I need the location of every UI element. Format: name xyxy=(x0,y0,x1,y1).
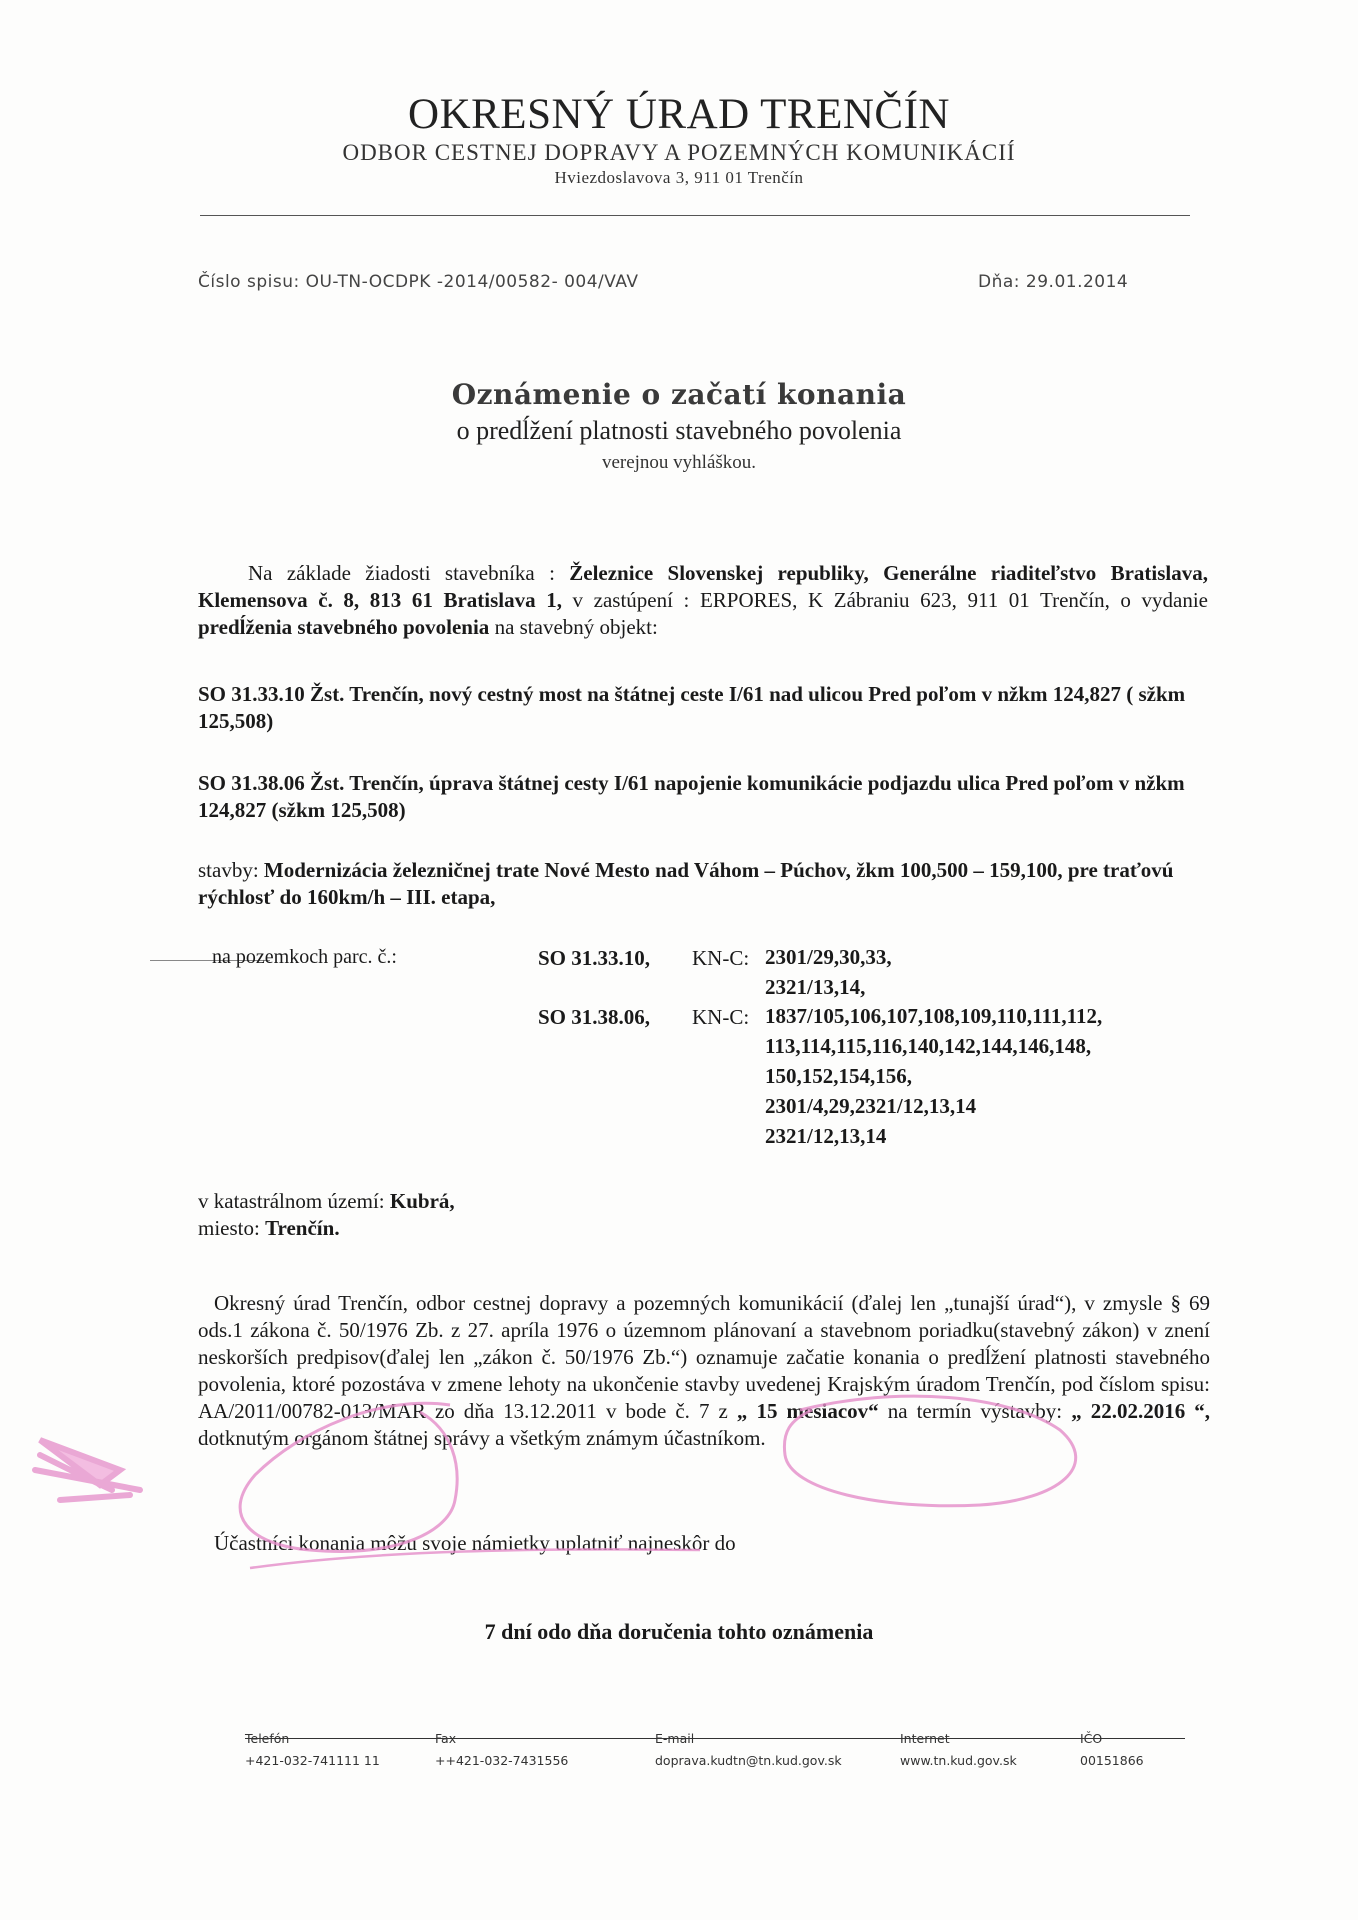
intro-text-2: v zastúpení : ERPORES, K Zábraniu 623, 911 01 Trenčín, o vydanie xyxy=(572,588,1208,612)
footer-internet xyxy=(900,1728,1017,1772)
highlighter-circle-right xyxy=(784,1396,1075,1506)
document-subtitle-note: verejnou vyhláškou. xyxy=(601,452,757,473)
footer-phone xyxy=(245,1728,380,1772)
new-term-date: „ 22.02.2016 “, xyxy=(1071,1399,1211,1423)
internet-address: www.tn.kud.gov.sk xyxy=(900,1753,1017,1768)
intro-text-3: na stavebný objekt: xyxy=(494,615,658,639)
parcel-group-so-label: SO 31.33.10, xyxy=(538,946,651,970)
footer-email xyxy=(655,1728,842,1772)
parcel-group-so-label: SO 31.38.06, xyxy=(538,1005,651,1029)
objection-deadline: 7 dní odo dňa doručenia tohto oznámenia xyxy=(484,1619,874,1644)
organization-name: OKRESNÝ ÚRAD TRENČÍN xyxy=(408,91,950,138)
fax-label: Fax xyxy=(435,1731,457,1746)
office-address: Hviezdoslavova 3, 911 01 Trenčín xyxy=(554,168,804,187)
object-so-31-33-10: SO 31.33.10 Žst. Trenčín, nový cestný most na štátnej ceste I/61 nad ulicou Pred poľom v nžkm 124,827 ( sžkm 125,508) xyxy=(198,682,1186,733)
request-subject: predĺženia stavebného povolenia xyxy=(198,615,490,639)
parcel-line: 113,114,115,116,140,142,144,146,148, xyxy=(765,1034,1092,1058)
applicant-name: Železnice Slovenskej republiky, Generálne riaditeľstvo Bratislava, Klemensova č. 8, 813 61 Bratislava 1, xyxy=(198,561,1209,612)
parcel-line: 2301/29,30,33, xyxy=(765,945,892,969)
parcel-line: 150,152,154,156, xyxy=(765,1064,912,1088)
kn-c-label: KN-C: xyxy=(692,946,750,970)
objections-text: Účastníci konania môžu svoje námietky uplatniť najneskôr do xyxy=(214,1531,736,1555)
main-text-1: Okresný úrad Trenčín, odbor cestnej dopravy a pozemných komunikácií (ďalej len „tunajší úrad“), v zmysle § 69 ods.1 zákona č. 50/1976 Zb. z 27. apríla 1976 o územnom plánovaní a stavebnom poriadku(stavebný zákon) v znení neskorších predpisov(ďalej len „zákon č. 50/1976 Zb.“) oznamuje začatie konania o predĺžení platnosti stavebného povolenia, ktoré pozostáva v zmene lehoty na ukončenie stavby uvedenej Krajským úradom Trenčín, pod číslom spisu: AA/2011/00782-013/MAR zo dňa 13.12.2011 v bode č. 7 z xyxy=(198,1291,1210,1423)
file-number: Číslo spisu: OU-TN-OCDPK -2014/00582- 004/VAV xyxy=(198,272,639,292)
place-label: miesto: xyxy=(198,1216,260,1240)
cadastral-area-value: Kubrá, xyxy=(389,1189,455,1213)
main-text-3: dotknutým orgánom štátnej správy a všetkým známym účastníkom. xyxy=(198,1426,766,1450)
email-address: doprava.kudtn@tn.kud.gov.sk xyxy=(655,1753,842,1768)
parcel-line: 1837/105,106,107,108,109,110,111,112, xyxy=(765,1004,1103,1028)
document-title: Oznámenie o začatí konania xyxy=(451,378,907,411)
original-term: „ 15 mesiacov“ xyxy=(736,1399,879,1423)
construction-name: Modernizácia železničnej trate Nové Mesto nad Váhom – Púchov, žkm 100,500 – 159,100, pre traťovú rýchlosť do 160km/h – III. etapa, xyxy=(198,858,1174,909)
parcels-label: na pozemkoch parc. č.: xyxy=(212,946,397,968)
highlighter-arrow xyxy=(35,1440,140,1500)
phone-number: +421-032-741111 11 xyxy=(245,1753,380,1768)
document-subtitle: o predĺžení platnosti stavebného povolenia xyxy=(456,416,902,445)
ico-label: IČO xyxy=(1080,1731,1103,1746)
main-text-2: na termín výstavby: xyxy=(887,1399,1063,1423)
parcel-line: 2301/4,29,2321/12,13,14 xyxy=(765,1094,977,1118)
phone-label: Telefón xyxy=(245,1731,290,1746)
object-so-31-38-06: SO 31.38.06 Žst. Trenčín, úprava štátnej cesty I/61 napojenie komunikácie podjazdu ulica Pred poľom v nžkm 124,827 (sžkm 125,508) xyxy=(198,771,1185,822)
highlighter-circle-left xyxy=(240,1403,457,1551)
department-name: ODBOR CESTNEJ DOPRAVY A POZEMNÝCH KOMUNIKÁCIÍ xyxy=(342,140,1016,165)
place-value: Trenčín. xyxy=(265,1216,340,1240)
document-date: Dňa: 29.01.2014 xyxy=(978,272,1129,292)
kn-c-label: KN-C: xyxy=(692,1005,750,1029)
footer-ico xyxy=(1080,1728,1144,1772)
intro-text-1: Na základe žiadosti stavebníka : xyxy=(248,561,555,585)
email-label: E-mail xyxy=(655,1731,695,1746)
cadastral-area-label: v katastrálnom území: xyxy=(198,1189,385,1213)
internet-label: Internet xyxy=(900,1731,950,1746)
construction-label: stavby: xyxy=(198,858,259,882)
ico-number: 00151866 xyxy=(1080,1753,1144,1768)
footer-fax xyxy=(435,1728,568,1772)
parcel-line: 2321/12,13,14 xyxy=(765,1124,887,1148)
fax-number: ++421-032-7431556 xyxy=(435,1753,569,1768)
parcel-line: 2321/13,14, xyxy=(765,975,866,999)
highlighter-underline xyxy=(250,1549,700,1568)
